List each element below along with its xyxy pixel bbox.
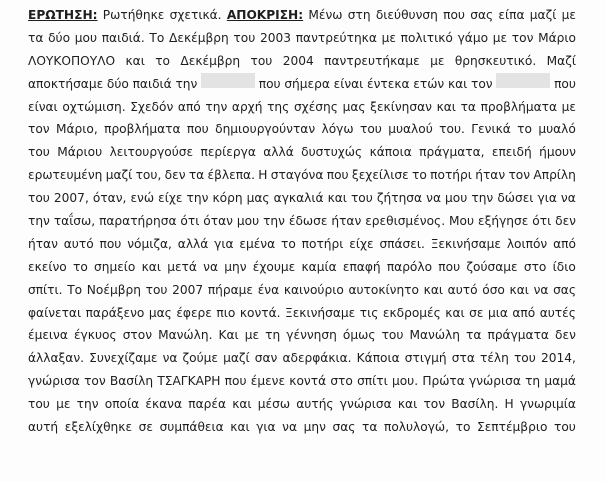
word: ΤΣΑΓΚΑΡΗ xyxy=(157,374,221,389)
word: ίδιο xyxy=(552,259,576,274)
word: δύο xyxy=(48,30,71,45)
word: Και xyxy=(218,328,239,343)
word: Μάριο xyxy=(538,30,576,45)
word: ταΐσω, xyxy=(53,214,96,229)
word: ερωτευμένη xyxy=(28,168,103,183)
word: την xyxy=(186,191,209,206)
word: δεν xyxy=(555,214,576,229)
word: μου xyxy=(445,191,468,206)
word: του xyxy=(381,328,404,343)
word: μαζί xyxy=(529,8,557,22)
word: σε xyxy=(138,420,153,435)
word: ήταν xyxy=(475,168,506,183)
word: Μένω xyxy=(308,8,343,22)
word: που xyxy=(554,76,576,91)
word: την xyxy=(175,76,198,91)
word: ενώ xyxy=(130,191,155,206)
word: της xyxy=(267,99,290,114)
word: την xyxy=(76,397,99,412)
word: ότι xyxy=(180,214,200,229)
word: σας xyxy=(470,8,494,22)
word: παρόλο xyxy=(386,259,433,274)
word: δεν xyxy=(164,168,186,183)
word: σαν xyxy=(254,351,278,366)
word: συμπάθεια xyxy=(159,420,224,435)
word: μια xyxy=(487,305,508,320)
word: άλλαξαν. xyxy=(28,351,85,366)
word: κοντά xyxy=(289,374,327,389)
word: τα xyxy=(188,168,205,183)
word: Πρώτα xyxy=(422,374,465,389)
word: και xyxy=(509,282,529,297)
word: στιγμή xyxy=(404,351,447,366)
word: να xyxy=(560,191,576,206)
word: τα xyxy=(28,30,44,45)
word: και xyxy=(327,191,347,206)
redacted-name xyxy=(201,73,255,88)
word: έκανα xyxy=(145,397,183,412)
word: 2014, xyxy=(540,351,576,366)
word: γνώρισα xyxy=(469,374,521,389)
word: επειδή xyxy=(491,145,532,160)
text-line xyxy=(28,324,576,347)
word: τις xyxy=(359,305,379,320)
word: Το xyxy=(67,282,83,297)
word: Απρίλη xyxy=(533,168,576,183)
word: στη xyxy=(347,8,371,22)
word: είχε xyxy=(349,236,374,251)
word: φαίνεται xyxy=(28,305,82,320)
word: γάμο xyxy=(457,30,489,45)
word: έντεκα xyxy=(367,76,410,91)
word: έμεινα xyxy=(28,328,68,343)
word: στο xyxy=(330,374,353,389)
word: μην xyxy=(303,420,326,435)
word: την xyxy=(263,214,285,229)
word: ΛΟΥΚΟΠΟΥΛΟ xyxy=(28,53,116,68)
word: θρησκευτικό. xyxy=(454,53,537,68)
word: νόμιζα, xyxy=(127,236,172,251)
word: Μου xyxy=(449,214,475,229)
word: ζούσαμε xyxy=(466,259,518,274)
word: του xyxy=(359,122,382,137)
word: όταν xyxy=(203,214,233,229)
word: τα xyxy=(362,420,378,435)
word: του xyxy=(145,282,168,297)
word: από xyxy=(177,99,201,114)
word: ήμουν xyxy=(539,145,576,160)
word: μας xyxy=(246,191,270,206)
word: και xyxy=(423,282,443,297)
word: Ρωτήθηκε xyxy=(102,8,165,22)
word: μας xyxy=(342,99,366,114)
word: σήμερα xyxy=(284,76,330,91)
word: όταν, xyxy=(92,191,127,206)
word: να xyxy=(426,191,441,206)
word: το xyxy=(72,259,88,274)
word: ξεκίνησαν xyxy=(370,99,432,114)
statement-paragraph xyxy=(28,4,576,439)
word: μυαλού xyxy=(388,122,433,137)
word: μας xyxy=(148,305,172,320)
word: του xyxy=(513,351,536,366)
word: μαμά xyxy=(544,374,576,389)
word: Μάριου xyxy=(57,145,103,160)
word: εμένα xyxy=(239,236,276,251)
word: 2003 xyxy=(259,30,292,45)
word: εκδρομές xyxy=(382,305,441,320)
word: να xyxy=(162,351,178,366)
word: ζήτησα xyxy=(376,191,423,206)
word: τον xyxy=(471,76,493,91)
word: και xyxy=(232,397,252,412)
word: το xyxy=(281,236,296,251)
word: έδωσε xyxy=(288,214,328,229)
word: λόγω xyxy=(321,122,354,137)
word: του xyxy=(28,145,50,160)
word: καμία xyxy=(301,259,337,274)
word: έμενε xyxy=(250,374,286,389)
word: ποτήρι xyxy=(301,236,344,251)
word: μου xyxy=(74,30,98,45)
question-label: ΕΡΩΤΗΣΗ: xyxy=(28,8,98,22)
word: στον xyxy=(122,328,153,343)
word: Το xyxy=(149,30,165,45)
word: 2007 xyxy=(172,282,204,297)
word: είχε xyxy=(158,191,183,206)
word: ότι xyxy=(532,214,552,229)
word: παρατήρησα xyxy=(99,214,177,229)
word: πολυλογώ, xyxy=(383,420,450,435)
word: σταγόνα xyxy=(270,168,324,183)
word: στα xyxy=(451,351,475,366)
word: μυαλό xyxy=(538,122,576,137)
word: έβλεπα. xyxy=(207,168,255,183)
word: αυτοκίνητο xyxy=(348,282,419,297)
word: αρχή xyxy=(231,99,263,114)
text-line xyxy=(28,164,576,187)
word: Βασίλη. xyxy=(451,397,499,412)
word: εξήγησε xyxy=(477,214,529,229)
word: με xyxy=(56,397,71,412)
word: ερεθισμένος. xyxy=(365,214,446,229)
word: του xyxy=(250,53,273,68)
word: γνωριμία xyxy=(519,397,576,412)
word: αυτό xyxy=(63,236,94,251)
word: γνώρισα xyxy=(339,397,392,412)
word: ένα xyxy=(257,282,280,297)
word: παιδιά. xyxy=(101,30,145,45)
word: ετών xyxy=(413,76,445,91)
word: για xyxy=(214,236,234,251)
word: παντρεύτηκα xyxy=(295,30,377,45)
word: ήταν xyxy=(28,236,58,251)
word: το xyxy=(455,420,471,435)
word: από xyxy=(553,236,576,251)
word: να xyxy=(203,259,218,274)
word: με xyxy=(430,53,445,68)
text-line xyxy=(28,256,576,279)
word: με xyxy=(492,30,508,45)
word: Μανώλη xyxy=(409,328,460,343)
word: προβλήματα xyxy=(104,122,181,137)
text-line xyxy=(28,370,576,393)
word: του xyxy=(28,191,50,206)
word: για xyxy=(537,191,557,206)
word: Κάποια xyxy=(356,351,400,366)
word: 2007, xyxy=(53,191,89,206)
word: είναι xyxy=(28,99,58,114)
word: παρέα xyxy=(188,397,226,412)
word: ποτήρι xyxy=(430,168,472,183)
word: αυτό xyxy=(447,282,478,297)
text-line xyxy=(28,4,576,27)
word: μου. xyxy=(391,374,419,389)
text-line xyxy=(28,27,576,50)
word: αγκαλιά xyxy=(273,191,324,206)
word: μαζί xyxy=(223,351,250,366)
word: δημιουργούνταν xyxy=(215,122,316,137)
word: σπάσει. xyxy=(379,236,425,251)
word: λειτουργούσε xyxy=(109,145,194,160)
text-line xyxy=(28,50,576,73)
word: γέννηση xyxy=(286,328,337,343)
word: Μαζί xyxy=(546,53,576,68)
word: με xyxy=(381,30,396,45)
word: 2004 xyxy=(282,53,314,68)
word: μέσω xyxy=(257,397,291,412)
word: αποκτήσαμε xyxy=(28,76,104,91)
word: Δεκέμβρη xyxy=(180,53,241,68)
word: δυστυχώς xyxy=(301,145,363,160)
word: εξελίχθηκε xyxy=(64,420,133,435)
word: Μανώλη. xyxy=(158,328,213,343)
text-line xyxy=(28,118,576,141)
text-line xyxy=(28,416,576,439)
word: και xyxy=(447,76,468,91)
word: σημείο xyxy=(94,259,136,274)
word: τον xyxy=(423,397,446,412)
word: εκείνο xyxy=(28,259,67,274)
word: σας xyxy=(553,282,576,297)
word: στο xyxy=(523,259,547,274)
text-line xyxy=(28,96,576,119)
text-line xyxy=(28,393,576,416)
word: Μάριο, xyxy=(55,122,98,137)
word: τον xyxy=(508,168,531,183)
word: Σεπτέμβριο xyxy=(477,420,548,435)
word: μαζί xyxy=(105,168,133,183)
word: σχετικά. xyxy=(169,8,222,22)
word: την xyxy=(28,214,50,229)
word: το xyxy=(155,53,171,68)
word: σπίτι xyxy=(357,374,388,389)
word: έγκυος xyxy=(73,328,117,343)
word: πήραμε xyxy=(207,282,254,297)
word: πράγματα xyxy=(487,328,549,343)
word: αυτές xyxy=(539,305,576,320)
text-line xyxy=(28,233,576,256)
word: ήταν xyxy=(331,214,362,229)
word: έφερε xyxy=(176,305,212,320)
word: την xyxy=(205,99,228,114)
word: που xyxy=(438,259,461,274)
word: σπίτι. xyxy=(28,282,63,297)
word: οποία xyxy=(104,397,140,412)
word: μην xyxy=(224,259,247,274)
word: μου xyxy=(236,214,260,229)
text-line xyxy=(28,187,576,210)
word: τα xyxy=(466,328,482,343)
word: του. xyxy=(439,122,465,137)
word: την xyxy=(471,191,494,206)
word: Βασίλη xyxy=(109,374,154,389)
word: Συνεχίζαμε xyxy=(89,351,158,366)
word: να xyxy=(533,282,549,297)
word: δύο xyxy=(106,76,129,91)
word: αλλά xyxy=(177,236,209,251)
word: καινούριο xyxy=(283,282,344,297)
word: και xyxy=(125,53,145,68)
word: Ξεκινήσαμε xyxy=(430,236,501,251)
word: του xyxy=(350,191,373,206)
word: τον xyxy=(84,374,106,389)
word: και xyxy=(141,259,161,274)
redacted-name xyxy=(496,73,550,88)
text-line xyxy=(28,73,576,96)
word: από xyxy=(512,305,536,320)
word: τον xyxy=(28,122,50,137)
word: διεύθυνση xyxy=(375,8,438,22)
word: Ξεκινήσαμε xyxy=(285,305,356,320)
word: όμως xyxy=(342,328,376,343)
word: σας xyxy=(332,420,356,435)
word: περίεργα xyxy=(200,145,256,160)
word: τέλη xyxy=(479,351,509,366)
word: είναι xyxy=(333,76,364,91)
word: μετά xyxy=(167,259,197,274)
word: πράγματα, xyxy=(419,145,485,160)
word: του xyxy=(28,397,50,412)
text-line xyxy=(28,347,576,370)
word: Σχεδόν xyxy=(130,99,174,114)
word: είπα xyxy=(498,8,525,22)
text-line xyxy=(28,210,576,233)
word: Δεκέμβρη xyxy=(169,30,229,45)
word: που xyxy=(99,236,122,251)
word: που xyxy=(326,168,349,183)
word: του, xyxy=(135,168,162,183)
word: επαφή xyxy=(342,259,381,274)
word: πιο xyxy=(216,305,236,320)
word: κάποια xyxy=(369,145,412,160)
word: με xyxy=(244,328,260,343)
word: δώσει xyxy=(497,191,534,206)
word: προβλήματα xyxy=(480,99,557,114)
word: κοντά. xyxy=(239,305,281,320)
word: οχτώμιση. xyxy=(62,99,126,114)
word: και xyxy=(445,305,465,320)
text-line xyxy=(28,302,576,325)
word: με xyxy=(561,8,576,22)
word: και xyxy=(436,99,456,114)
word: το xyxy=(412,168,427,183)
word: το xyxy=(517,122,532,137)
word: αυτής xyxy=(296,397,334,412)
word: Η xyxy=(258,168,268,183)
word: που xyxy=(186,122,209,137)
word: λοιπόν xyxy=(506,236,548,251)
word: παντρευτήκαμε xyxy=(324,53,420,68)
word: αλλά xyxy=(263,145,294,160)
word: για xyxy=(256,420,276,435)
word: με xyxy=(561,99,576,114)
word: όσο xyxy=(482,282,505,297)
word: τη xyxy=(265,328,281,343)
word: τον xyxy=(511,30,534,45)
word: Γενικά xyxy=(471,122,511,137)
word: και xyxy=(397,397,418,412)
word: και xyxy=(230,420,250,435)
word: αδερφάκια. xyxy=(282,351,352,366)
text-line xyxy=(28,279,576,302)
word: γνώρισα xyxy=(28,374,80,389)
word: έχουμε xyxy=(252,259,296,274)
word: που xyxy=(443,8,465,22)
answer-label: ΑΠΟΚΡΙΣΗ: xyxy=(226,8,304,22)
word: τη xyxy=(525,374,541,389)
text-line xyxy=(28,141,576,164)
word: του xyxy=(554,420,576,435)
word: παιδιά xyxy=(132,76,172,91)
word: που xyxy=(224,374,247,389)
word: ζούμε xyxy=(182,351,218,366)
word: παράξενο xyxy=(85,305,145,320)
word: αυτή xyxy=(28,420,59,435)
word: σχέσης xyxy=(293,99,338,114)
word: Νοέμβρη xyxy=(86,282,141,297)
word: ξεχείλισε xyxy=(351,168,409,183)
word: που xyxy=(258,76,281,91)
word: Η xyxy=(504,397,514,412)
word: πολιτικό xyxy=(400,30,453,45)
word: σε xyxy=(469,305,484,320)
word: κόρη xyxy=(212,191,243,206)
word: δεν xyxy=(555,328,576,343)
word: του xyxy=(233,30,256,45)
word: να xyxy=(282,420,298,435)
word: τα xyxy=(460,99,476,114)
